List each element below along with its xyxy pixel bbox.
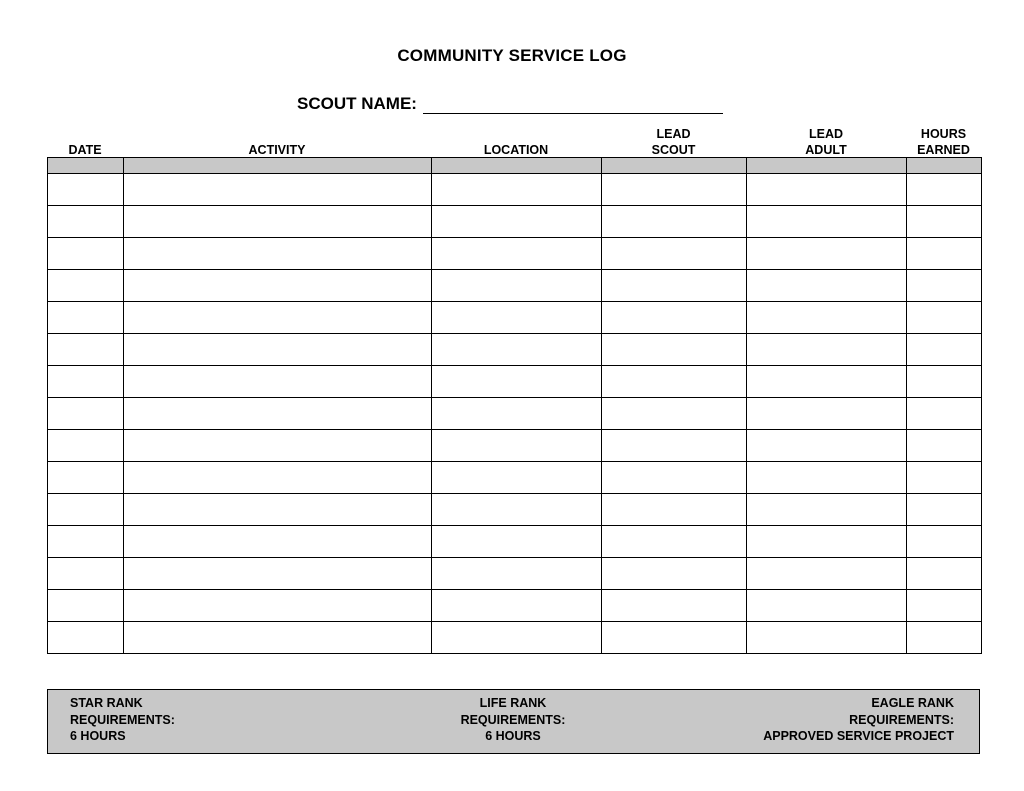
lead-scout-cell[interactable]	[602, 270, 747, 302]
table-row	[48, 270, 982, 302]
lead-scout-cell[interactable]	[602, 174, 747, 206]
lead-adult-cell[interactable]	[747, 334, 907, 366]
location-cell[interactable]	[432, 558, 602, 590]
lead-scout-cell[interactable]	[602, 334, 747, 366]
activity-cell[interactable]	[124, 494, 432, 526]
table-row	[48, 622, 982, 654]
shade-cell	[124, 158, 432, 174]
lead-adult-cell[interactable]	[747, 526, 907, 558]
activity-cell[interactable]	[124, 206, 432, 238]
date-cell[interactable]	[48, 526, 124, 558]
lead-scout-cell[interactable]	[602, 590, 747, 622]
service-log-table	[47, 157, 982, 654]
activity-cell[interactable]	[124, 622, 432, 654]
hours-earned-cell[interactable]	[907, 206, 982, 238]
lead-adult-cell[interactable]	[747, 238, 907, 270]
lead-scout-cell[interactable]	[602, 366, 747, 398]
date-cell[interactable]	[48, 462, 124, 494]
column-header-date: DATE	[68, 143, 102, 157]
activity-cell[interactable]	[124, 238, 432, 270]
column-header-hours-earned: HOURS EARNED	[917, 127, 970, 157]
lead-adult-cell[interactable]	[747, 302, 907, 334]
table-row	[48, 494, 982, 526]
lead-adult-cell[interactable]	[747, 206, 907, 238]
header-shade-row	[48, 158, 982, 174]
lead-adult-cell[interactable]	[747, 558, 907, 590]
column-header-lead-scout: LEAD SCOUT	[651, 127, 696, 157]
hours-earned-cell[interactable]	[907, 494, 982, 526]
lead-adult-cell[interactable]	[747, 174, 907, 206]
eagle-rank-requirements: EAGLE RANK REQUIREMENTS: APPROVED SERVICE PROJECT	[763, 696, 954, 743]
location-cell[interactable]	[432, 334, 602, 366]
lead-adult-cell[interactable]	[747, 494, 907, 526]
location-cell[interactable]	[432, 206, 602, 238]
shade-cell	[432, 158, 602, 174]
location-cell[interactable]	[432, 622, 602, 654]
table-row	[48, 206, 982, 238]
date-cell[interactable]	[48, 238, 124, 270]
lead-scout-cell[interactable]	[602, 430, 747, 462]
column-header-lead-adult: LEAD ADULT	[805, 127, 847, 157]
activity-cell[interactable]	[124, 590, 432, 622]
lead-scout-cell[interactable]	[602, 238, 747, 270]
table-row	[48, 334, 982, 366]
rank-requirements-box	[47, 689, 980, 754]
lead-scout-cell[interactable]	[602, 462, 747, 494]
lead-adult-cell[interactable]	[747, 462, 907, 494]
activity-cell[interactable]	[124, 462, 432, 494]
hours-earned-cell[interactable]	[907, 622, 982, 654]
star-rank-requirements: STAR RANK REQUIREMENTS: 6 HOURS	[70, 696, 175, 743]
date-cell[interactable]	[48, 366, 124, 398]
date-cell[interactable]	[48, 590, 124, 622]
life-rank-requirements: LIFE RANK REQUIREMENTS: 6 HOURS	[460, 696, 566, 743]
date-cell[interactable]	[48, 270, 124, 302]
lead-scout-cell[interactable]	[602, 206, 747, 238]
table-row	[48, 430, 982, 462]
location-cell[interactable]	[432, 526, 602, 558]
location-cell[interactable]	[432, 494, 602, 526]
hours-earned-cell[interactable]	[907, 334, 982, 366]
hours-earned-cell[interactable]	[907, 366, 982, 398]
lead-adult-cell[interactable]	[747, 430, 907, 462]
location-cell[interactable]	[432, 174, 602, 206]
hours-earned-cell[interactable]	[907, 270, 982, 302]
activity-cell[interactable]	[124, 526, 432, 558]
page-title: COMMUNITY SERVICE LOG	[397, 46, 627, 65]
hours-earned-cell[interactable]	[907, 238, 982, 270]
location-cell[interactable]	[432, 270, 602, 302]
shade-cell	[907, 158, 982, 174]
table-row	[48, 558, 982, 590]
location-cell[interactable]	[432, 366, 602, 398]
activity-cell[interactable]	[124, 398, 432, 430]
shade-cell	[602, 158, 747, 174]
service-log-body	[48, 158, 982, 654]
date-cell[interactable]	[48, 302, 124, 334]
lead-scout-cell[interactable]	[602, 302, 747, 334]
shade-cell	[48, 158, 124, 174]
activity-cell[interactable]	[124, 366, 432, 398]
hours-earned-cell[interactable]	[907, 302, 982, 334]
column-header-activity: ACTIVITY	[248, 143, 306, 157]
hours-earned-cell[interactable]	[907, 398, 982, 430]
activity-cell[interactable]	[124, 430, 432, 462]
table-row	[48, 590, 982, 622]
activity-cell[interactable]	[124, 270, 432, 302]
lead-adult-cell[interactable]	[747, 398, 907, 430]
table-row	[48, 366, 982, 398]
date-cell[interactable]	[48, 334, 124, 366]
column-headers	[47, 125, 981, 158]
location-cell[interactable]	[432, 302, 602, 334]
lead-adult-cell[interactable]	[747, 270, 907, 302]
location-cell[interactable]	[432, 430, 602, 462]
column-header-location: LOCATION	[483, 143, 549, 157]
scout-name-row	[297, 92, 723, 114]
table-row	[48, 302, 982, 334]
table-row	[48, 462, 982, 494]
lead-scout-cell[interactable]	[602, 526, 747, 558]
table-row	[48, 174, 982, 206]
date-cell[interactable]	[48, 494, 124, 526]
scout-name-field[interactable]	[423, 94, 723, 114]
table-row	[48, 526, 982, 558]
lead-scout-cell[interactable]	[602, 494, 747, 526]
date-cell[interactable]	[48, 558, 124, 590]
activity-cell[interactable]	[124, 302, 432, 334]
date-cell[interactable]	[48, 622, 124, 654]
shade-cell	[747, 158, 907, 174]
location-cell[interactable]	[432, 238, 602, 270]
lead-scout-cell[interactable]	[602, 622, 747, 654]
hours-earned-cell[interactable]	[907, 590, 982, 622]
date-cell[interactable]	[48, 206, 124, 238]
lead-adult-cell[interactable]	[747, 590, 907, 622]
hours-earned-cell[interactable]	[907, 174, 982, 206]
scout-name-label: SCOUT NAME:	[297, 94, 417, 113]
lead-adult-cell[interactable]	[747, 366, 907, 398]
activity-cell[interactable]	[124, 558, 432, 590]
hours-earned-cell[interactable]	[907, 526, 982, 558]
date-cell[interactable]	[48, 398, 124, 430]
activity-cell[interactable]	[124, 174, 432, 206]
lead-scout-cell[interactable]	[602, 398, 747, 430]
location-cell[interactable]	[432, 462, 602, 494]
lead-scout-cell[interactable]	[602, 558, 747, 590]
table-row	[48, 398, 982, 430]
location-cell[interactable]	[432, 398, 602, 430]
table-row	[48, 238, 982, 270]
hours-earned-cell[interactable]	[907, 558, 982, 590]
hours-earned-cell[interactable]	[907, 430, 982, 462]
hours-earned-cell[interactable]	[907, 462, 982, 494]
location-cell[interactable]	[432, 590, 602, 622]
date-cell[interactable]	[48, 174, 124, 206]
date-cell[interactable]	[48, 430, 124, 462]
activity-cell[interactable]	[124, 334, 432, 366]
lead-adult-cell[interactable]	[747, 622, 907, 654]
